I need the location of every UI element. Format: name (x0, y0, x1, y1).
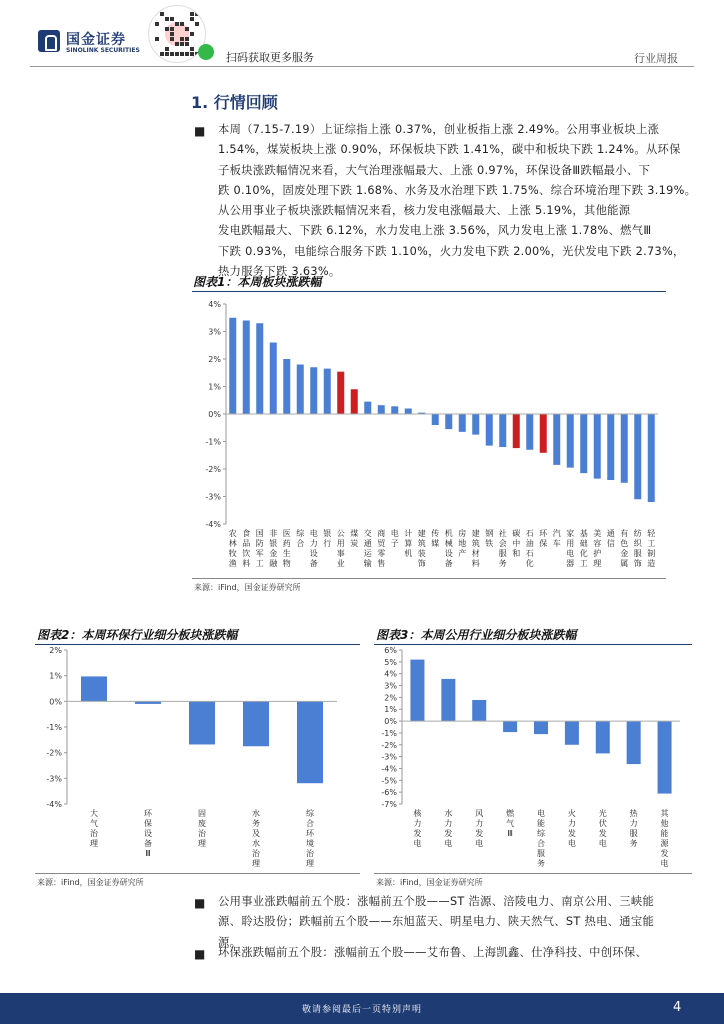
category-label-char: 气 (506, 819, 515, 828)
category-label-char: 水 (252, 809, 260, 818)
figure3-source: 来源：iFind，国金证券研究所 (376, 878, 483, 887)
category-label-char: 钢 (485, 529, 494, 538)
bullet-square-icon: ■ (194, 896, 206, 910)
category-label-char: 金 (269, 549, 278, 558)
category-label-char: 电 (390, 529, 399, 538)
bar-9 (658, 721, 672, 793)
category-label-char: 伏 (598, 819, 607, 828)
market-review-paragraph (218, 120, 697, 282)
category-label-char: 有 (620, 529, 629, 538)
bar-25 (553, 414, 560, 465)
category-label-char: 治 (252, 849, 260, 858)
figure2-source: 来源：iFind，国金证券研究所 (37, 878, 144, 887)
page-header (0, 0, 724, 66)
category-label-char: 生 (282, 549, 291, 558)
bullet-square-icon: ■ (194, 947, 206, 961)
category-label-char: 产 (458, 549, 467, 558)
category-label-char: 燃 (506, 809, 515, 818)
category-label-char: 环 (539, 529, 548, 538)
category-label-char: 织 (633, 539, 642, 548)
figure1-bottom-rule (192, 578, 666, 579)
category-label-char: 环 (144, 809, 152, 818)
y-tick-label: 6% (384, 646, 397, 655)
category-label-char: 础 (579, 539, 588, 548)
category-label-char: 零 (377, 549, 386, 558)
logo-name-en: SINOLINK SECURITIES (66, 47, 140, 54)
category-label-char: 发 (660, 849, 669, 858)
category-label-char: 售 (377, 559, 386, 568)
category-label-char: 输 (363, 559, 372, 568)
bar-14 (405, 409, 412, 415)
bar-29 (607, 414, 614, 480)
figure3-bottom-rule (374, 873, 692, 874)
category-label-char: 社 (498, 529, 507, 538)
category-label-char: 发 (598, 829, 607, 838)
category-label-char: 煤 (350, 529, 359, 538)
category-label-char: 护 (593, 549, 602, 558)
category-label-char: 医 (282, 529, 291, 538)
category-label-char: 金 (620, 549, 629, 558)
category-label-char: 务 (537, 859, 545, 868)
category-label-char: 制 (647, 549, 656, 558)
category-label-char: 公 (336, 529, 345, 538)
category-label-char: Ⅲ (145, 849, 151, 858)
category-label-char: 理 (593, 559, 602, 568)
category-label-char: 行 (323, 539, 332, 548)
category-label-char: 轻 (647, 529, 656, 538)
category-label-char: Ⅲ (507, 829, 513, 838)
bar-10 (351, 389, 358, 414)
figure1-title: 图表1：本周板块涨跌幅 (193, 275, 322, 289)
bar-32 (648, 414, 655, 502)
bar-3 (189, 701, 215, 744)
category-label-char: 林 (228, 539, 237, 548)
category-label-char: 水 (252, 839, 260, 848)
category-label-char: 贸 (377, 539, 386, 548)
category-label-char: 商 (377, 529, 386, 538)
category-label-char: 汽 (552, 529, 561, 538)
category-label-char: 源 (660, 839, 669, 848)
category-label-char: 务 (498, 559, 507, 568)
bar-13 (391, 406, 398, 414)
category-label-char: 其 (660, 809, 669, 818)
bar-1 (410, 660, 424, 721)
category-label-char: 务 (252, 819, 260, 828)
category-label-char: 综 (537, 829, 545, 838)
category-label-char: 通 (606, 529, 615, 538)
category-label-char: 机 (444, 529, 453, 538)
category-label-char: 风 (475, 809, 484, 818)
category-label-char: 药 (282, 539, 291, 548)
category-label-char: 信 (606, 539, 615, 548)
category-label-char: 工 (255, 559, 264, 568)
category-label-char: 交 (363, 529, 372, 538)
category-label-char: 用 (566, 539, 575, 548)
category-label-char: 房 (458, 529, 467, 538)
bar-31 (634, 414, 641, 499)
category-label-char: 造 (647, 559, 656, 568)
category-label-char: 设 (144, 829, 152, 838)
bar-24 (540, 414, 547, 453)
y-tick-label: 1% (49, 671, 62, 681)
paragraph-line: 从公用事业子板块涨跌幅情况来看，核力发电涨幅最大、上涨 5.19%，其他能源 (218, 204, 631, 218)
category-label-char: 设 (309, 549, 318, 558)
category-label-char: 发 (475, 829, 484, 838)
category-label-char: 力 (309, 539, 318, 548)
paragraph-line: 环保涨跌幅前五个股：涨幅前五个股——艾布鲁、上海凯鑫、仕净科技、中创环保、 (218, 946, 648, 959)
paragraph-line: 热力服务下跌 3.63%。 (218, 265, 341, 279)
category-label-char: 备 (309, 559, 318, 568)
figure2-bottom-rule (35, 873, 360, 874)
category-label-char: 治 (90, 829, 98, 838)
bar-3 (256, 323, 263, 414)
bar-5 (297, 701, 323, 783)
bar-4 (243, 701, 269, 746)
category-label-char: 力 (567, 819, 576, 828)
category-label-char: 非 (269, 529, 278, 538)
category-label-char: 光 (598, 809, 607, 818)
category-label-char: 子 (390, 539, 399, 548)
category-label-char: 合 (537, 839, 545, 848)
category-label-char: 境 (306, 839, 314, 848)
page-footer (0, 993, 724, 1024)
category-label-char: 力 (475, 819, 484, 828)
category-label-char: 电 (537, 809, 545, 818)
y-tick-label: 5% (384, 657, 397, 667)
category-label-char: 备 (444, 559, 453, 568)
y-tick-label: 4% (208, 300, 221, 309)
bar-1 (81, 676, 107, 701)
y-tick-label: 2% (384, 693, 397, 703)
paragraph-line: 本周（7.15-7.19）上证综指上涨 0.37%，创业板指上涨 2.49%。公用事业板块上涨 (218, 123, 660, 136)
bar-21 (499, 414, 506, 447)
bar-26 (567, 414, 574, 468)
qr-caption: 扫码获取更多服务 (226, 51, 314, 64)
category-label-char: 环 (306, 829, 314, 838)
category-label-char: 力 (444, 819, 453, 828)
category-label-char: 铁 (485, 539, 494, 548)
category-label-char: 务 (629, 839, 638, 848)
bar-11 (364, 402, 371, 414)
category-label-char: 电 (309, 529, 318, 538)
category-label-char: 治 (306, 849, 314, 858)
category-label-char: 理 (198, 839, 206, 848)
figure2-title-rule (35, 644, 360, 645)
category-label-char: 保 (539, 539, 548, 548)
bar-18 (459, 414, 466, 432)
category-label-char: 化 (525, 559, 534, 568)
category-label-char: 品 (242, 539, 251, 548)
y-tick-label: 1% (384, 705, 397, 715)
category-label-char: 计 (404, 529, 413, 538)
paragraph-line: 公用事业涨跌幅前五个股：涨幅前五个股——ST 浩源、涪陵电力、南京公用、三峡能 (218, 895, 655, 908)
figure1-title-rule (192, 291, 666, 292)
y-tick-label: -7% (381, 800, 397, 809)
bar-30 (621, 414, 628, 483)
bar-8 (627, 721, 641, 764)
category-label-char: 能 (537, 819, 545, 828)
bar-2 (441, 679, 455, 721)
category-label-char: 火 (567, 809, 576, 818)
paragraph-line: 1.54%，煤炭板块上涨 0.90%，环保板块下跌 1.41%，碳中和板块下跌 1.24%。从环保 (218, 143, 681, 157)
category-label-char: 防 (255, 539, 264, 548)
category-label-char: 合 (296, 539, 305, 548)
bar-3 (472, 700, 486, 721)
category-label-char: 地 (458, 539, 467, 548)
paragraph-line: 源。 (218, 935, 242, 949)
y-tick-label: -3% (381, 752, 397, 762)
y-tick-label: 4% (384, 669, 397, 679)
report-type: 行业周报 (634, 52, 678, 65)
category-label-char: 通 (363, 539, 372, 548)
category-label-char: 筑 (471, 539, 480, 548)
category-label-char: 服 (629, 829, 638, 838)
env-stocks-paragraph (218, 943, 692, 963)
category-label-char: 热 (629, 809, 638, 818)
category-label-char: 他 (660, 819, 669, 828)
category-label-char: 建 (417, 529, 426, 538)
category-label-char: 碳 (512, 529, 521, 538)
category-label-char: 算 (404, 539, 413, 548)
category-label-char: 国 (255, 529, 264, 538)
y-tick-label: -4% (205, 520, 221, 529)
category-label-char: 炭 (350, 539, 359, 548)
y-tick-label: -2% (205, 465, 221, 474)
y-tick-label: -4% (381, 764, 397, 774)
category-label-char: 固 (198, 809, 206, 818)
category-label-char: 电 (660, 859, 669, 868)
category-label-char: 能 (660, 829, 669, 838)
bar-8 (324, 369, 331, 414)
category-label-char: 合 (306, 819, 314, 828)
disclaimer-note: 敬请参阅最后一页特别声明 (301, 1005, 422, 1015)
bar-16 (432, 414, 439, 425)
category-label-char: 机 (404, 549, 413, 558)
category-label-char: 车 (552, 539, 561, 548)
y-tick-label: -1% (46, 723, 62, 732)
category-label-char: 银 (323, 529, 332, 538)
category-label-char: 治 (198, 829, 206, 838)
category-label-char: 设 (444, 549, 453, 558)
bar-6 (297, 365, 304, 415)
category-label-char: 力 (413, 819, 422, 828)
category-label-char: 融 (269, 559, 278, 568)
category-label-char: 发 (413, 829, 422, 838)
category-label-char: 水 (444, 809, 453, 818)
y-tick-label: -2% (46, 748, 62, 758)
category-label-char: 理 (90, 839, 98, 848)
y-tick-label: 3% (384, 681, 397, 691)
figure3-title-rule (374, 644, 692, 645)
category-label-char: 力 (629, 819, 638, 828)
category-label-char: 运 (363, 549, 372, 558)
category-label-char: 综 (296, 529, 305, 538)
category-label-char: 器 (566, 559, 575, 568)
bar-9 (337, 372, 344, 414)
category-label-char: 理 (252, 859, 260, 868)
category-label-char: 农 (228, 529, 237, 538)
category-label-char: 理 (306, 859, 314, 868)
category-label-char: 媒 (431, 539, 440, 548)
category-label-char: 料 (471, 559, 480, 568)
category-label-char: 建 (471, 529, 480, 538)
category-label-char: 发 (567, 829, 576, 838)
category-label-char: 服 (633, 549, 642, 558)
category-label-char: 综 (306, 809, 314, 818)
category-label-char: 化 (579, 549, 588, 558)
y-tick-label: 2% (208, 355, 221, 364)
category-label-char: 物 (282, 559, 291, 568)
bar-4 (503, 721, 517, 732)
category-label-char: 属 (620, 559, 629, 568)
category-label-char: 工 (579, 559, 588, 568)
bar-1 (229, 318, 236, 414)
figure3-title: 图表3：本周公用行业细分板块涨跌幅 (376, 628, 577, 642)
category-label-char: 保 (144, 819, 152, 828)
category-label-char: 电 (413, 839, 422, 848)
category-label-char: 和 (512, 549, 521, 558)
category-label-char: 业 (336, 559, 345, 568)
y-tick-label: 0% (49, 697, 62, 707)
y-tick-label: -5% (381, 776, 397, 786)
y-tick-label: 0% (384, 717, 397, 727)
category-label-char: 军 (255, 549, 264, 558)
category-label-char: 美 (593, 529, 602, 538)
figure2-title: 图表2：本周环保行业细分板块涨跌幅 (37, 628, 238, 642)
y-tick-label: -1% (381, 728, 397, 738)
category-label-char: 电 (598, 839, 607, 848)
section-title: 1. 行情回顾 (191, 93, 278, 112)
y-tick-label: 0% (208, 410, 221, 419)
bar-7 (310, 367, 317, 414)
category-label-char: 饰 (417, 559, 426, 568)
category-label-char: 料 (242, 559, 251, 568)
y-tick-label: -3% (46, 774, 62, 784)
paragraph-line: 跌 0.10%，固废处理下跌 1.68%、水务及水治理下跌 1.75%、综合环境治理下跌 3.19%。 (218, 183, 697, 197)
paragraph-line: 发电跌幅最大、下跌 6.12%，水力发电上涨 3.56%，风力发电上涨 1.78%、燃气Ⅲ (218, 224, 652, 238)
sinolink-logo-icon (38, 30, 60, 52)
y-tick-label: -6% (381, 788, 397, 798)
category-label-char: 牧 (228, 549, 237, 558)
category-label-char: 核 (413, 809, 422, 818)
category-label-char: 饮 (242, 549, 251, 558)
bar-20 (486, 414, 493, 446)
bar-6 (565, 721, 579, 745)
category-label-char: 饰 (633, 559, 642, 568)
category-label-char: 纺 (633, 529, 642, 538)
y-tick-label: 2% (49, 646, 62, 655)
bar-7 (596, 721, 610, 753)
bar-19 (472, 414, 479, 435)
paragraph-line: 子板块涨跌幅情况来看，大气治理涨幅最大、上涨 0.97%，环保设备Ⅲ跌幅最小、下 (218, 163, 651, 177)
bar-5 (534, 721, 548, 734)
category-label-char: 废 (198, 819, 206, 828)
y-tick-label: -4% (46, 800, 62, 809)
bar-22 (513, 414, 520, 448)
category-label-char: 气 (90, 819, 98, 828)
category-label-char: 电 (567, 839, 576, 848)
category-label-char: 石 (525, 529, 534, 538)
bar-4 (270, 343, 277, 415)
category-label-char: 工 (647, 539, 656, 548)
y-tick-label: -1% (205, 437, 221, 447)
category-label-char: 械 (444, 539, 453, 548)
page-number: 4 (673, 1000, 682, 1015)
category-label-char: 油 (525, 539, 534, 548)
env-subsector-chart (35, 646, 360, 872)
category-label-char: 石 (525, 549, 534, 558)
category-label-char: 会 (498, 539, 507, 548)
category-label-char: 基 (579, 529, 588, 538)
category-label-char: 色 (620, 539, 629, 548)
y-tick-label: -3% (205, 492, 221, 502)
figure1-source: 来源：iFind，国金证券研究所 (194, 583, 301, 592)
category-label-char: 发 (444, 829, 453, 838)
category-label-char: 电 (566, 549, 575, 558)
category-label-char: 电 (475, 839, 484, 848)
paragraph-line: 源、聆达股份；跌幅前五个股——东旭蓝天、明星电力、陕天然气、ST 热电、通宝能 (218, 915, 655, 929)
header-divider (30, 66, 694, 67)
bar-28 (594, 414, 601, 479)
bar-23 (526, 414, 533, 450)
wechat-icon (198, 44, 214, 60)
logo-name-cn: 国金证券 (66, 32, 126, 48)
category-label-char: 容 (593, 539, 602, 548)
y-tick-label: -2% (381, 740, 397, 750)
bar-17 (445, 414, 452, 429)
category-label-char: 大 (90, 809, 98, 818)
paragraph-line: 下跌 0.93%，电能综合服务下跌 1.10%，火力发电下跌 2.00%，光伏发电下跌 2.73%， (218, 244, 685, 258)
bar-5 (283, 359, 290, 414)
bar-12 (378, 405, 385, 414)
category-label-char: 筑 (417, 539, 426, 548)
category-label-char: 银 (269, 539, 278, 548)
category-label-char: 用 (336, 539, 345, 548)
category-label-char: 传 (431, 529, 440, 538)
category-label-char: 服 (537, 849, 545, 858)
category-label-char: 及 (252, 829, 260, 838)
qr-code-icon[interactable] (148, 5, 206, 63)
category-label-char: 食 (242, 529, 251, 538)
y-tick-label: 1% (208, 382, 221, 392)
bar-27 (580, 414, 587, 473)
bullet-square-icon: ■ (194, 124, 206, 138)
category-label-char: 电 (444, 839, 453, 848)
category-label-char: 事 (336, 549, 345, 558)
bar-2 (243, 321, 250, 415)
y-tick-label: 3% (208, 327, 221, 337)
category-label-char: 家 (566, 529, 575, 538)
category-label-char: 中 (512, 539, 521, 548)
sector-change-chart (192, 294, 666, 576)
category-label-char: 备 (144, 839, 152, 848)
category-label-char: 装 (417, 549, 426, 558)
utility-subsector-chart (374, 646, 692, 872)
category-label-char: 渔 (228, 559, 237, 568)
category-label-char: 材 (471, 549, 480, 558)
category-label-char: 服 (498, 549, 507, 558)
